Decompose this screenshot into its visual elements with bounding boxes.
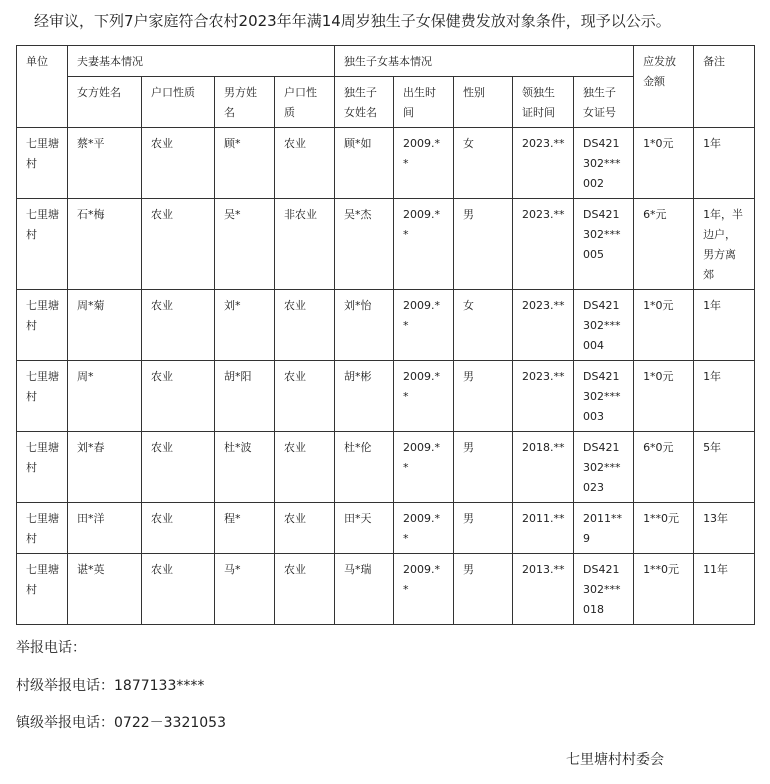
cell-husband-hukou: 农业 (275, 432, 335, 503)
cell-wife-name: 刘*春 (68, 432, 142, 503)
cell-child-name: 胡*彬 (335, 361, 394, 432)
cell-amount: 1**0元 (634, 554, 694, 625)
table-row (17, 199, 755, 290)
cell-birth-date: 2009.** (394, 128, 454, 199)
town-report-phone: 镇级举报电话：0722－3321053 (16, 715, 226, 731)
cell-cert-date: 2023.** (513, 361, 574, 432)
col-husband-name: 男方姓名 (215, 77, 275, 128)
cell-unit: 七里塘村 (17, 128, 68, 199)
cell-amount: 1*0元 (634, 361, 694, 432)
col-cert-date: 领独生证时间 (513, 77, 574, 128)
col-husband-hukou: 户口性质 (275, 77, 335, 128)
cell-gender: 男 (454, 432, 513, 503)
cell-wife-hukou: 农业 (142, 432, 215, 503)
table-row (17, 432, 755, 503)
cell-wife-name: 谌*英 (68, 554, 142, 625)
cell-husband-hukou: 农业 (275, 503, 335, 554)
cell-amount: 1**0元 (634, 503, 694, 554)
table-row (17, 290, 755, 361)
cell-remark: 1年 (694, 361, 755, 432)
cell-cert-date: 2023.** (513, 128, 574, 199)
cell-gender: 男 (454, 199, 513, 290)
signature: 七里塘村村委会 (566, 752, 664, 768)
intro-text: 经审议，下列7户家庭符合农村2023年年满14周岁独生子女保健费发放对象条件，现予以公示。 (34, 12, 671, 30)
cell-child-name: 田*天 (335, 503, 394, 554)
cell-wife-name: 蔡*平 (68, 128, 142, 199)
cell-unit: 七里塘村 (17, 432, 68, 503)
cell-birth-date: 2009.** (394, 554, 454, 625)
cell-wife-hukou: 农业 (142, 361, 215, 432)
cell-wife-hukou: 农业 (142, 503, 215, 554)
col-wife-hukou: 户口性质 (142, 77, 215, 128)
cell-husband-name: 顾* (215, 128, 275, 199)
cell-cert-number: DS421302***005 (574, 199, 634, 290)
cell-gender: 女 (454, 128, 513, 199)
header-couple-info: 夫妻基本情况 (68, 46, 335, 77)
header-amount: 应发放金额 (634, 46, 694, 128)
header-row-groups (17, 46, 755, 77)
cell-remark: 11年 (694, 554, 755, 625)
cell-cert-date: 2023.** (513, 290, 574, 361)
cell-husband-name: 杜*波 (215, 432, 275, 503)
header-remark: 备注 (694, 46, 755, 128)
cell-remark: 5年 (694, 432, 755, 503)
cell-child-name: 马*瑞 (335, 554, 394, 625)
recipient-table (16, 45, 755, 625)
cell-amount: 1*0元 (634, 128, 694, 199)
cell-cert-number: DS421302***004 (574, 290, 634, 361)
col-gender: 性别 (454, 77, 513, 128)
table-row (17, 554, 755, 625)
cell-birth-date: 2009.** (394, 290, 454, 361)
cell-amount: 1*0元 (634, 290, 694, 361)
cell-cert-date: 2011.** (513, 503, 574, 554)
cell-child-name: 杜*伦 (335, 432, 394, 503)
cell-cert-date: 2023.** (513, 199, 574, 290)
col-wife-name: 女方姓名 (68, 77, 142, 128)
cell-remark: 13年 (694, 503, 755, 554)
cell-wife-hukou: 农业 (142, 554, 215, 625)
header-child-info: 独生子女基本情况 (335, 46, 634, 77)
cell-child-name: 刘*怡 (335, 290, 394, 361)
cell-unit: 七里塘村 (17, 290, 68, 361)
cell-unit: 七里塘村 (17, 554, 68, 625)
cell-husband-name: 马* (215, 554, 275, 625)
cell-husband-hukou: 农业 (275, 361, 335, 432)
cell-birth-date: 2009.** (394, 199, 454, 290)
cell-husband-name: 吴* (215, 199, 275, 290)
table-row (17, 361, 755, 432)
table-row (17, 128, 755, 199)
cell-cert-date: 2018.** (513, 432, 574, 503)
cell-wife-hukou: 农业 (142, 290, 215, 361)
cell-husband-hukou: 农业 (275, 290, 335, 361)
cell-birth-date: 2009.** (394, 503, 454, 554)
cell-wife-name: 田*洋 (68, 503, 142, 554)
cell-child-name: 顾*如 (335, 128, 394, 199)
cell-unit: 七里塘村 (17, 361, 68, 432)
cell-cert-number: 2011**9 (574, 503, 634, 554)
cell-wife-hukou: 农业 (142, 199, 215, 290)
cell-husband-hukou: 非农业 (275, 199, 335, 290)
cell-gender: 男 (454, 361, 513, 432)
cell-remark: 1年，半边户，男方离郊 (694, 199, 755, 290)
cell-wife-name: 周*菊 (68, 290, 142, 361)
col-birth-date: 出生时间 (394, 77, 454, 128)
header-unit: 单位 (17, 46, 68, 128)
village-report-phone: 村级举报电话：1877133**** (16, 678, 205, 694)
col-child-name: 独生子女姓名 (335, 77, 394, 128)
cell-birth-date: 2009.** (394, 432, 454, 503)
cell-cert-date: 2013.** (513, 554, 574, 625)
cell-birth-date: 2009.** (394, 361, 454, 432)
cell-gender: 男 (454, 554, 513, 625)
cell-husband-name: 程* (215, 503, 275, 554)
cell-child-name: 吴*杰 (335, 199, 394, 290)
cell-cert-number: DS421302***023 (574, 432, 634, 503)
cell-cert-number: DS421302***003 (574, 361, 634, 432)
cell-gender: 女 (454, 290, 513, 361)
cell-wife-name: 石*梅 (68, 199, 142, 290)
report-label: 举报电话： (16, 640, 86, 656)
cell-husband-hukou: 农业 (275, 554, 335, 625)
cell-cert-number: DS421302***002 (574, 128, 634, 199)
cell-remark: 1年 (694, 290, 755, 361)
cell-unit: 七里塘村 (17, 199, 68, 290)
table-row (17, 503, 755, 554)
cell-unit: 七里塘村 (17, 503, 68, 554)
cell-amount: 6*元 (634, 199, 694, 290)
cell-cert-number: DS421302***018 (574, 554, 634, 625)
cell-husband-name: 胡*阳 (215, 361, 275, 432)
cell-husband-name: 刘* (215, 290, 275, 361)
cell-remark: 1年 (694, 128, 755, 199)
cell-husband-hukou: 农业 (275, 128, 335, 199)
cell-gender: 男 (454, 503, 513, 554)
cell-amount: 6*0元 (634, 432, 694, 503)
cell-wife-name: 周* (68, 361, 142, 432)
col-cert-number: 独生子女证号 (574, 77, 634, 128)
cell-wife-hukou: 农业 (142, 128, 215, 199)
